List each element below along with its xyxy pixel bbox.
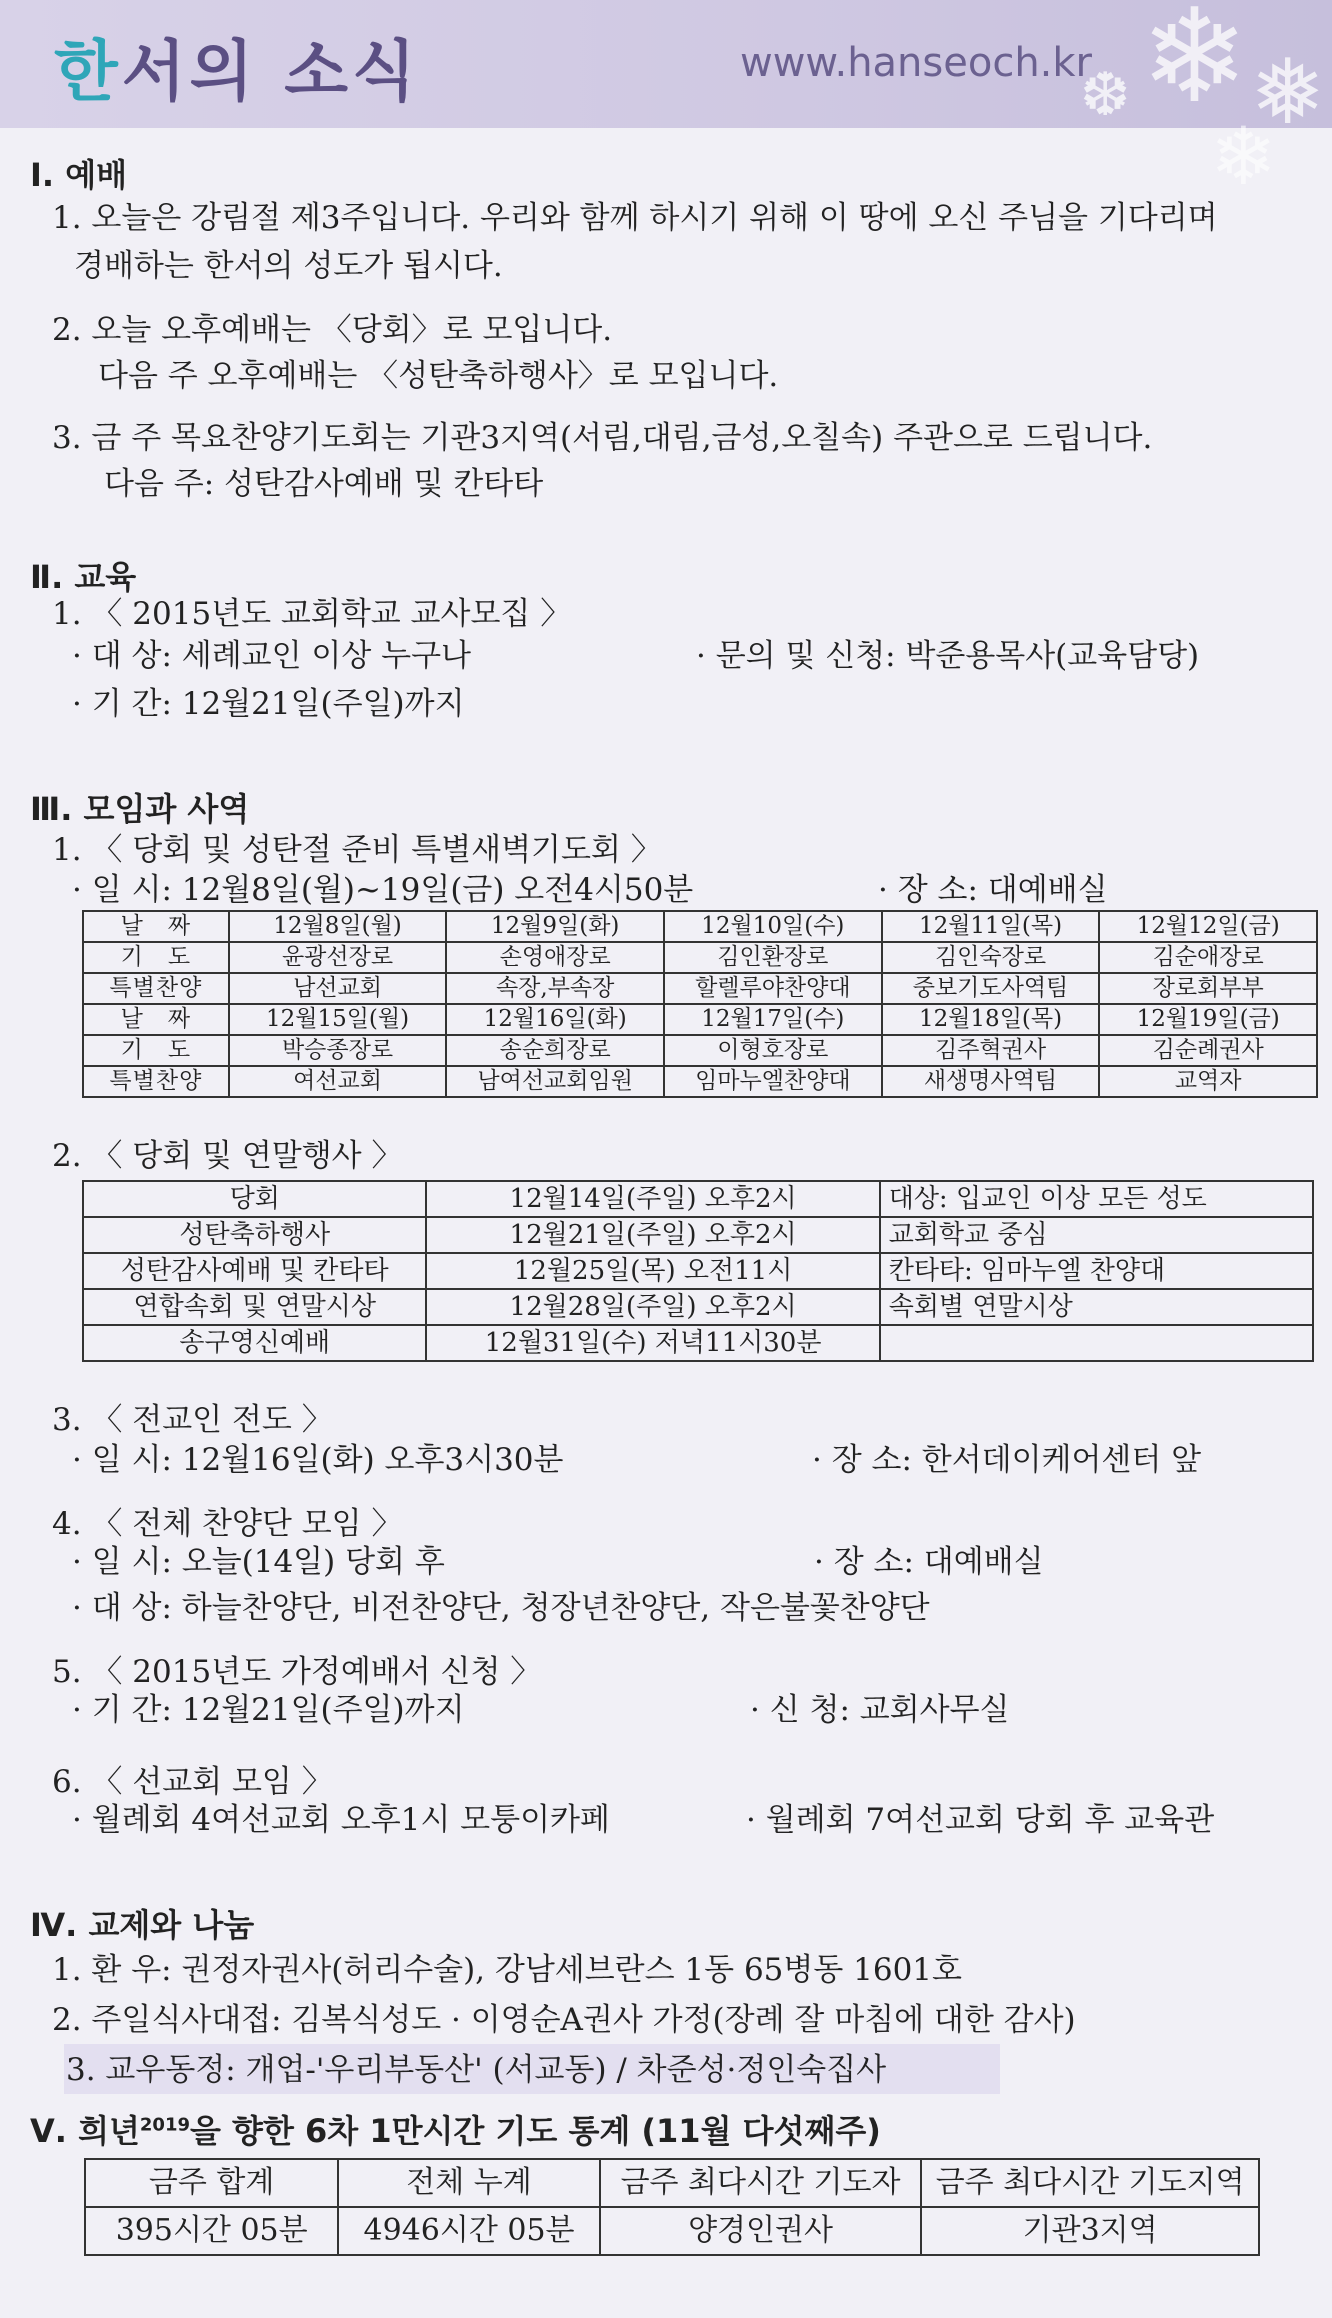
- meetings-item-6-b: · 월례회 7여선교회 당회 후 교육관: [746, 1802, 1215, 1838]
- education-item-1: 1. 〈 2015년도 교회학교 교사모집 〉: [52, 596, 572, 632]
- table-cell: 임마누엘찬양대: [664, 1066, 882, 1097]
- stats-value-row: [85, 2207, 1259, 2255]
- table-cell: 김순애장로: [1099, 942, 1317, 973]
- table-cell: 12월11일(목): [882, 911, 1100, 942]
- table-cell: 성탄감사예배 및 칸타타: [83, 1253, 426, 1289]
- stats-value-cell: 395시간 05분: [85, 2207, 338, 2255]
- table-row: [83, 911, 1317, 942]
- education-target: · 대 상: 세례교인 이상 누구나: [72, 638, 471, 674]
- table-cell: 12월31일(수) 저녁11시30분: [426, 1325, 879, 1361]
- stats-title-post: 을 향한 6차 1만시간 기도 통계 (11월 다섯째주): [190, 2112, 881, 2150]
- education-contact: · 문의 및 신청: 박준용목사(교육담당): [696, 638, 1200, 674]
- table-cell: 기 도: [83, 1035, 229, 1066]
- worship-item-2b: 다음 주 오후예배는 〈성탄축하행사〉로 모입니다.: [98, 358, 779, 394]
- table-row: [83, 1181, 1313, 1217]
- section-worship-title: Ⅰ. 예배: [30, 156, 128, 194]
- section-meetings-title: Ⅲ. 모임과 사역: [30, 790, 250, 828]
- table-cell: 12월28일(주일) 오후2시: [426, 1289, 879, 1325]
- meetings-item-4-date: · 일 시: 오늘(14일) 당회 후: [72, 1544, 445, 1580]
- snowflake-icon: ❆: [1080, 60, 1131, 128]
- table-cell: 12월8일(월): [229, 911, 447, 942]
- table-cell: 칸타타: 임마누엘 찬양대: [880, 1253, 1313, 1289]
- table-cell: 김인환장로: [664, 942, 882, 973]
- meetings-item-6: 6. 〈 선교회 모임 〉: [52, 1764, 333, 1800]
- meetings-item-2: 2. 〈 당회 및 연말행사 〉: [52, 1138, 403, 1174]
- table-cell: 김인숙장로: [882, 942, 1100, 973]
- table-cell: 새생명사역팀: [882, 1066, 1100, 1097]
- table-cell: 속장,부속장: [446, 973, 664, 1004]
- newsletter-title: [54, 18, 420, 113]
- table-cell: 여선교회: [229, 1066, 447, 1097]
- table-cell: 12월19일(금): [1099, 1004, 1317, 1035]
- table-row: [83, 1253, 1313, 1289]
- table-row: [83, 1289, 1313, 1325]
- education-period: · 기 간: 12월21일(주일)까지: [72, 686, 465, 722]
- meetings-item-3: 3. 〈 전교인 전도 〉: [52, 1402, 333, 1438]
- table-cell: 김주혁권사: [882, 1035, 1100, 1066]
- meetings-item-3-place: · 장 소: 한서데이케어센터 앞: [812, 1442, 1202, 1478]
- worship-item-1b: 경배하는 한서의 성도가 됩시다.: [74, 248, 503, 284]
- year-end-events-table: [82, 1180, 1314, 1362]
- table-cell: 남선교회: [229, 973, 447, 1004]
- table-cell: 김순례권사: [1099, 1035, 1317, 1066]
- meetings-item-5-period: · 기 간: 12월21일(주일)까지: [72, 1692, 465, 1728]
- table-cell: 연합속회 및 연말시상: [83, 1289, 426, 1325]
- snowflake-icon: ❅: [1250, 40, 1326, 128]
- table-cell: 12월9일(화): [446, 911, 664, 942]
- table-cell: 대상: 입교인 이상 모든 성도: [880, 1181, 1313, 1217]
- table-cell: 남여선교회임원: [446, 1066, 664, 1097]
- table-row: [83, 942, 1317, 973]
- table-cell: 12월17일(수): [664, 1004, 882, 1035]
- stats-title-pre: Ⅴ. 희년: [30, 2112, 140, 2150]
- stats-value-cell: 4946시간 05분: [338, 2207, 599, 2255]
- table-cell: 특별찬양: [83, 973, 229, 1004]
- stats-header-cell: 금주 최다시간 기도자: [600, 2159, 922, 2207]
- table-cell: 날 짜: [83, 1004, 229, 1035]
- stats-title-year: 2019: [139, 2114, 190, 2136]
- newsletter-header: [0, 0, 1332, 128]
- meetings-item-5-apply: · 신 청: 교회사무실: [750, 1692, 1010, 1728]
- table-row: [83, 1066, 1317, 1097]
- meetings-item-1-date: · 일 시: 12월8일(월)~19일(금) 오전4시50분: [72, 872, 694, 908]
- meetings-item-1: 1. 〈 당회 및 성탄절 준비 특별새벽기도회 〉: [52, 832, 662, 868]
- table-cell: 할렐루야찬양대: [664, 973, 882, 1004]
- fellowship-item-2: 2. 주일식사대접: 김복식성도 · 이영순A권사 가정(장례 잘 마침에 대한 감사): [52, 2002, 1076, 2038]
- worship-item-3b: 다음 주: 성탄감사예배 및 칸타타: [104, 466, 544, 502]
- table-cell: 이형호장로: [664, 1035, 882, 1066]
- table-row: [83, 1004, 1317, 1035]
- table-cell: 12월25일(목) 오전11시: [426, 1253, 879, 1289]
- table-cell: 12월15일(월): [229, 1004, 447, 1035]
- stats-value-cell: 양경인권사: [600, 2207, 922, 2255]
- table-cell: 12월10일(수): [664, 911, 882, 942]
- worship-item-1a: 1. 오늘은 강림절 제3주입니다. 우리와 함께 하시기 위해 이 땅에 오신 주님을 기다리며: [52, 200, 1218, 236]
- section-prayer-stats-title: [30, 2106, 881, 2152]
- table-cell: 날 짜: [83, 911, 229, 942]
- meetings-item-5: 5. 〈 2015년도 가정예배서 신청 〉: [52, 1654, 542, 1690]
- meetings-item-4-target: · 대 상: 하늘찬양단, 비전찬양단, 청장년찬양단, 작은불꽃찬양단: [72, 1590, 930, 1626]
- snowflake-icon: ❄: [1140, 0, 1249, 128]
- table-cell: 12월21일(주일) 오후2시: [426, 1217, 879, 1253]
- table-cell: 손영애장로: [446, 942, 664, 973]
- worship-item-2a: 2. 오늘 오후예배는 〈당회〉로 모입니다.: [52, 312, 613, 348]
- section-education-title: Ⅱ. 교육: [30, 558, 137, 596]
- table-row: [83, 1217, 1313, 1253]
- table-cell: 중보기도사역팀: [882, 973, 1100, 1004]
- table-cell: 속회별 연말시상: [880, 1289, 1313, 1325]
- table-cell: 12월18일(목): [882, 1004, 1100, 1035]
- table-cell: 교회학교 중심: [880, 1217, 1313, 1253]
- worship-item-3a: 3. 금 주 목요찬양기도회는 기관3지역(서림,대림,금성,오칠속) 주관으로 드립니다.: [52, 420, 1153, 456]
- table-cell: 특별찬양: [83, 1066, 229, 1097]
- table-cell: 당회: [83, 1181, 426, 1217]
- stats-header-cell: 금주 최다시간 기도지역: [921, 2159, 1259, 2207]
- prayer-stats-table: [84, 2158, 1260, 2256]
- table-cell: 12월12일(금): [1099, 911, 1317, 942]
- fellowship-item-3: 3. 교우동정: 개업-'우리부동산' (서교동) / 차준성·정인숙집사: [66, 2052, 887, 2088]
- table-cell: 박승종장로: [229, 1035, 447, 1066]
- website-url[interactable]: www.hanseoch.kr: [740, 40, 1092, 86]
- meetings-item-6-a: · 월례회 4여선교회 오후1시 모퉁이카페: [72, 1802, 610, 1838]
- stats-header-row: [85, 2159, 1259, 2207]
- meetings-item-3-date: · 일 시: 12월16일(화) 오후3시30분: [72, 1442, 564, 1478]
- table-row: [83, 973, 1317, 1004]
- table-cell: [880, 1325, 1313, 1361]
- stats-header-cell: 금주 합계: [85, 2159, 338, 2207]
- table-cell: 윤광선장로: [229, 942, 447, 973]
- section-fellowship-title: Ⅳ. 교제와 나눔: [30, 1906, 255, 1944]
- prayer-schedule-table: [82, 910, 1318, 1098]
- table-cell: 기 도: [83, 942, 229, 973]
- meetings-item-1-place: · 장 소: 대예배실: [878, 872, 1108, 908]
- table-row: [83, 1035, 1317, 1066]
- table-row: [83, 1325, 1313, 1361]
- meetings-item-4-place: · 장 소: 대예배실: [814, 1544, 1044, 1580]
- fellowship-item-1: 1. 환 우: 권정자권사(허리수술), 강남세브란스 1동 65병동 1601호: [52, 1952, 962, 1988]
- stats-value-cell: 기관3지역: [921, 2207, 1259, 2255]
- meetings-item-4: 4. 〈 전체 찬양단 모임 〉: [52, 1506, 403, 1542]
- table-cell: 송순희장로: [446, 1035, 664, 1066]
- table-cell: 송구영신예배: [83, 1325, 426, 1361]
- table-cell: 교역자: [1099, 1066, 1317, 1097]
- snowflake-icon: ❄: [1210, 110, 1278, 203]
- table-cell: 장로회부부: [1099, 973, 1317, 1004]
- table-cell: 12월14일(주일) 오후2시: [426, 1181, 879, 1217]
- stats-header-cell: 전체 누계: [338, 2159, 599, 2207]
- title-accent: 한: [54, 33, 122, 110]
- title-rest: 서의 소식: [121, 33, 420, 110]
- table-cell: 12월16일(화): [446, 1004, 664, 1035]
- table-cell: 성탄축하행사: [83, 1217, 426, 1253]
